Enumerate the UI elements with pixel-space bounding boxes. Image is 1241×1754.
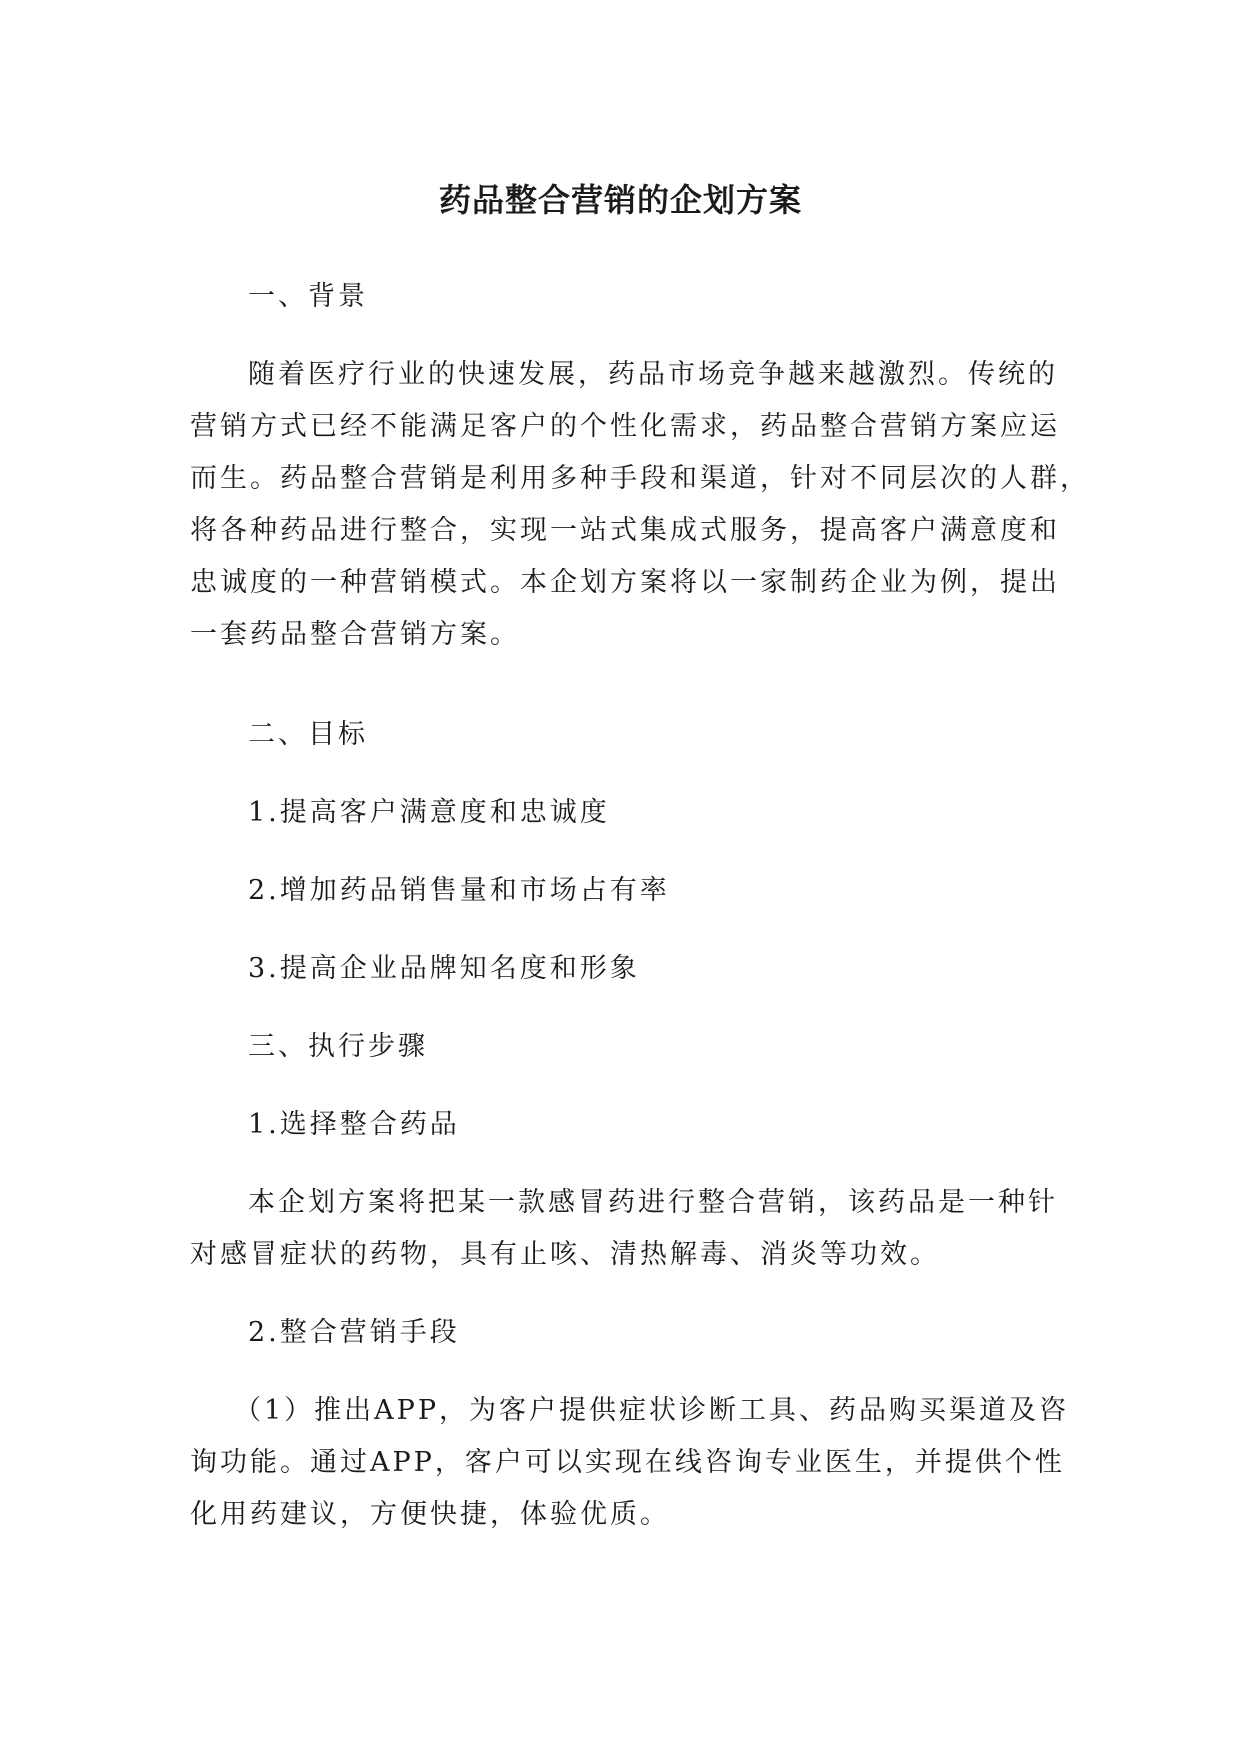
- document-title: 药品整合营销的企划方案: [438, 181, 802, 219]
- paragraph-line: 而生。药品整合营销是利用多种手段和渠道，针对不同层次的人群，: [190, 463, 1090, 494]
- goal-item-1: [190, 787, 1090, 839]
- paragraph-line: 化用药建议，方便快捷，体验优质。: [190, 1499, 670, 1530]
- heading-text: 三、执行步骤: [248, 1031, 428, 1062]
- goal-text: 3.提高企业品牌知名度和形象: [248, 953, 640, 984]
- paragraph-line: 忠诚度的一种营销模式。本企划方案将以一家制药企业为例，提出: [190, 567, 1060, 598]
- paragraph-line: 询功能。通过APP，客户可以实现在线咨询专业医生，并提供个性: [190, 1447, 1065, 1478]
- goal-item-3: [190, 943, 1090, 995]
- heading-text: 一、背景: [248, 281, 368, 312]
- paragraph-line: （1）推出APP，为客户提供症状诊断工具、药品购买渠道及咨: [234, 1395, 1070, 1426]
- step-text: 2.整合营销手段: [248, 1317, 460, 1348]
- paragraph-line: 本企划方案将把某一款感冒药进行整合营销，该药品是一种针: [248, 1187, 1058, 1218]
- paragraph-background: [190, 349, 1090, 661]
- paragraph-line: 将各种药品进行整合，实现一站式集成式服务，提高客户满意度和: [190, 515, 1060, 546]
- paragraph-line: 营销方式已经不能满足客户的个性化需求，药品整合营销方案应运: [190, 411, 1060, 442]
- step-heading-2: [190, 1307, 1090, 1359]
- paragraph-line: 对感冒症状的药物，具有止咳、清热解毒、消炎等功效。: [190, 1239, 940, 1270]
- section-heading-goals: [190, 709, 1090, 761]
- paragraph-line: 随着医疗行业的快速发展，药品市场竞争越来越激烈。传统的: [248, 359, 1058, 390]
- step-heading-1: [190, 1099, 1090, 1151]
- section-heading-steps: [190, 1021, 1090, 1073]
- paragraph-line: 一套药品整合营销方案。: [190, 619, 520, 650]
- goal-text: 1.提高客户满意度和忠诚度: [248, 797, 610, 828]
- goal-item-2: [190, 865, 1090, 917]
- section-heading-background: [190, 271, 1090, 323]
- heading-text: 二、目标: [248, 719, 368, 750]
- paragraph-app: [190, 1385, 1090, 1541]
- goal-text: 2.增加药品销售量和市场占有率: [248, 875, 670, 906]
- step-text: 1.选择整合药品: [248, 1109, 460, 1140]
- paragraph-select-drug: [190, 1177, 1090, 1281]
